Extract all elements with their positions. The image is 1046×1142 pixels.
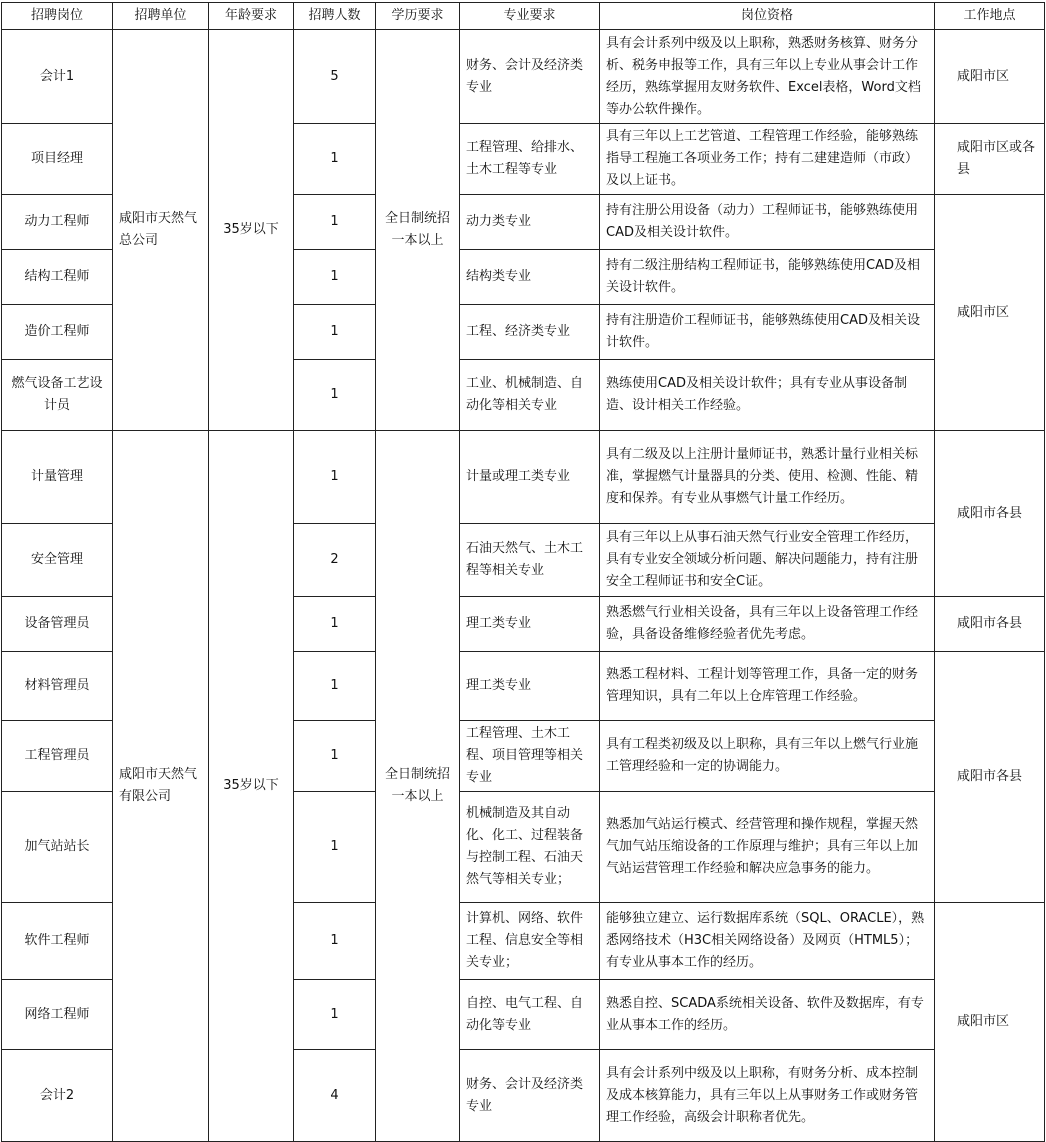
- major-cell: 工程、经济类专业: [460, 305, 600, 360]
- qualification-cell: 熟悉燃气行业相关设备，具有三年以上设备管理工作经验，具备设备维修经验者优先考虑。: [600, 597, 935, 652]
- count-cell: 4: [294, 1050, 376, 1142]
- count-cell: 1: [294, 792, 376, 903]
- qualification-cell: 能够独立建立、运行数据库系统（SQL、ORACLE），熟悉网络技术（H3C相关网络设备）及网页（HTML5）；有专业从事本工作的经历。: [600, 903, 935, 980]
- age-cell: 35岁以下: [209, 431, 294, 1142]
- location-cell: 咸阳市各县: [935, 652, 1045, 903]
- header-age: 年龄要求: [209, 3, 294, 30]
- major-cell: 工业、机械制造、自动化等相关专业: [460, 360, 600, 431]
- position-cell: 网络工程师: [2, 980, 113, 1050]
- table-row: [2, 30, 1045, 124]
- count-cell: 1: [294, 360, 376, 431]
- major-cell: 理工类专业: [460, 597, 600, 652]
- header-education: 学历要求: [376, 3, 460, 30]
- major-cell: 工程管理、给排水、土木工程等专业: [460, 124, 600, 195]
- position-cell: 会计1: [2, 30, 113, 124]
- major-cell: 理工类专业: [460, 652, 600, 721]
- position-cell: 项目经理: [2, 124, 113, 195]
- qualification-cell: 具有会计系列中级及以上职称，有财务分析、成本控制及成本核算能力，具有三年以上从事财务工作或财务管理工作经验，高级会计职称者优先。: [600, 1050, 935, 1142]
- position-cell: 安全管理: [2, 524, 113, 597]
- education-cell: 全日制统招一本以上: [376, 30, 460, 431]
- position-cell: 材料管理员: [2, 652, 113, 721]
- location-cell: 咸阳市区: [935, 195, 1045, 431]
- count-cell: 1: [294, 903, 376, 980]
- education-cell: 全日制统招一本以上: [376, 431, 460, 1142]
- count-cell: 1: [294, 305, 376, 360]
- major-cell: 工程管理、土木工程、项目管理等相关专业: [460, 721, 600, 792]
- major-cell: 财务、会计及经济类专业: [460, 1050, 600, 1142]
- position-cell: 会计2: [2, 1050, 113, 1142]
- count-cell: 2: [294, 524, 376, 597]
- position-cell: 工程管理员: [2, 721, 113, 792]
- age-cell: 35岁以下: [209, 30, 294, 431]
- header-position: 招聘岗位: [2, 3, 113, 30]
- qualification-cell: 具有会计系列中级及以上职称，熟悉财务核算、财务分析、税务申报等工作，具有三年以上专业从事会计工作经历，熟练掌握用友财务软件、Excel表格，Word文档等办公软件操作。: [600, 30, 935, 124]
- unit-cell: 咸阳市天然气有限公司: [113, 431, 209, 1142]
- qualification-cell: 持有注册公用设备（动力）工程师证书，能够熟练使用CAD及相关设计软件。: [600, 195, 935, 250]
- major-cell: 结构类专业: [460, 250, 600, 305]
- unit-cell: 咸阳市天然气总公司: [113, 30, 209, 431]
- location-cell: 咸阳市区: [935, 30, 1045, 124]
- qualification-cell: 熟练使用CAD及相关设计软件；具有专业从事设备制造、设计相关工作经验。: [600, 360, 935, 431]
- header-location: 工作地点: [935, 3, 1045, 30]
- position-cell: 动力工程师: [2, 195, 113, 250]
- major-cell: 自控、电气工程、自动化等专业: [460, 980, 600, 1050]
- qualification-cell: 具有二级及以上注册计量师证书，熟悉计量行业相关标准，掌握燃气计量器具的分类、使用、检测、性能、精度和保养。有专业从事燃气计量工作经历。: [600, 431, 935, 524]
- qualification-cell: 熟悉自控、SCADA系统相关设备、软件及数据库，有专业从事本工作的经历。: [600, 980, 935, 1050]
- qualification-cell: 持有二级注册结构工程师证书，能够熟练使用CAD及相关设计软件。: [600, 250, 935, 305]
- count-cell: 1: [294, 652, 376, 721]
- count-cell: 1: [294, 721, 376, 792]
- recruitment-table: [1, 2, 1045, 1142]
- header-major: 专业要求: [460, 3, 600, 30]
- table-row: [2, 431, 1045, 524]
- position-cell: 计量管理: [2, 431, 113, 524]
- major-cell: 机械制造及其自动化、化工、过程装备与控制工程、石油天然气等相关专业；: [460, 792, 600, 903]
- position-cell: 造价工程师: [2, 305, 113, 360]
- header-qualification: 岗位资格: [600, 3, 935, 30]
- major-cell: 财务、会计及经济类专业: [460, 30, 600, 124]
- position-cell: 软件工程师: [2, 903, 113, 980]
- location-cell: 咸阳市各县: [935, 597, 1045, 652]
- header-row: [2, 3, 1045, 30]
- qualification-cell: 持有注册造价工程师证书，能够熟练使用CAD及相关设计软件。: [600, 305, 935, 360]
- position-cell: 加气站站长: [2, 792, 113, 903]
- position-cell: 结构工程师: [2, 250, 113, 305]
- count-cell: 1: [294, 124, 376, 195]
- header-unit: 招聘单位: [113, 3, 209, 30]
- location-cell: 咸阳市区或各县: [935, 124, 1045, 195]
- major-cell: 计算机、网络、软件工程、信息安全等相关专业；: [460, 903, 600, 980]
- position-cell: 设备管理员: [2, 597, 113, 652]
- major-cell: 石油天然气、土木工程等相关专业: [460, 524, 600, 597]
- qualification-cell: 具有三年以上工艺管道、工程管理工作经验，能够熟练指导工程施工各项业务工作；持有二建建造师（市政）及以上证书。: [600, 124, 935, 195]
- count-cell: 1: [294, 980, 376, 1050]
- location-cell: 咸阳市各县: [935, 431, 1045, 597]
- major-cell: 计量或理工类专业: [460, 431, 600, 524]
- count-cell: 5: [294, 30, 376, 124]
- location-cell: 咸阳市区: [935, 903, 1045, 1142]
- count-cell: 1: [294, 250, 376, 305]
- qualification-cell: 熟悉加气站运行模式、经营管理和操作规程，掌握天然气加气站压缩设备的工作原理与维护；具有三年以上加气站运营管理工作经验和解决应急事务的能力。: [600, 792, 935, 903]
- qualification-cell: 熟悉工程材料、工程计划等管理工作，具备一定的财务管理知识，具有二年以上仓库管理工作经验。: [600, 652, 935, 721]
- major-cell: 动力类专业: [460, 195, 600, 250]
- count-cell: 1: [294, 431, 376, 524]
- qualification-cell: 具有工程类初级及以上职称，具有三年以上燃气行业施工管理经验和一定的协调能力。: [600, 721, 935, 792]
- count-cell: 1: [294, 597, 376, 652]
- count-cell: 1: [294, 195, 376, 250]
- position-cell: 燃气设备工艺设计员: [2, 360, 113, 431]
- header-count: 招聘人数: [294, 3, 376, 30]
- qualification-cell: 具有三年以上从事石油天然气行业安全管理工作经历，具有专业安全领域分析问题、解决问题能力，持有注册安全工程师证书和安全C证。: [600, 524, 935, 597]
